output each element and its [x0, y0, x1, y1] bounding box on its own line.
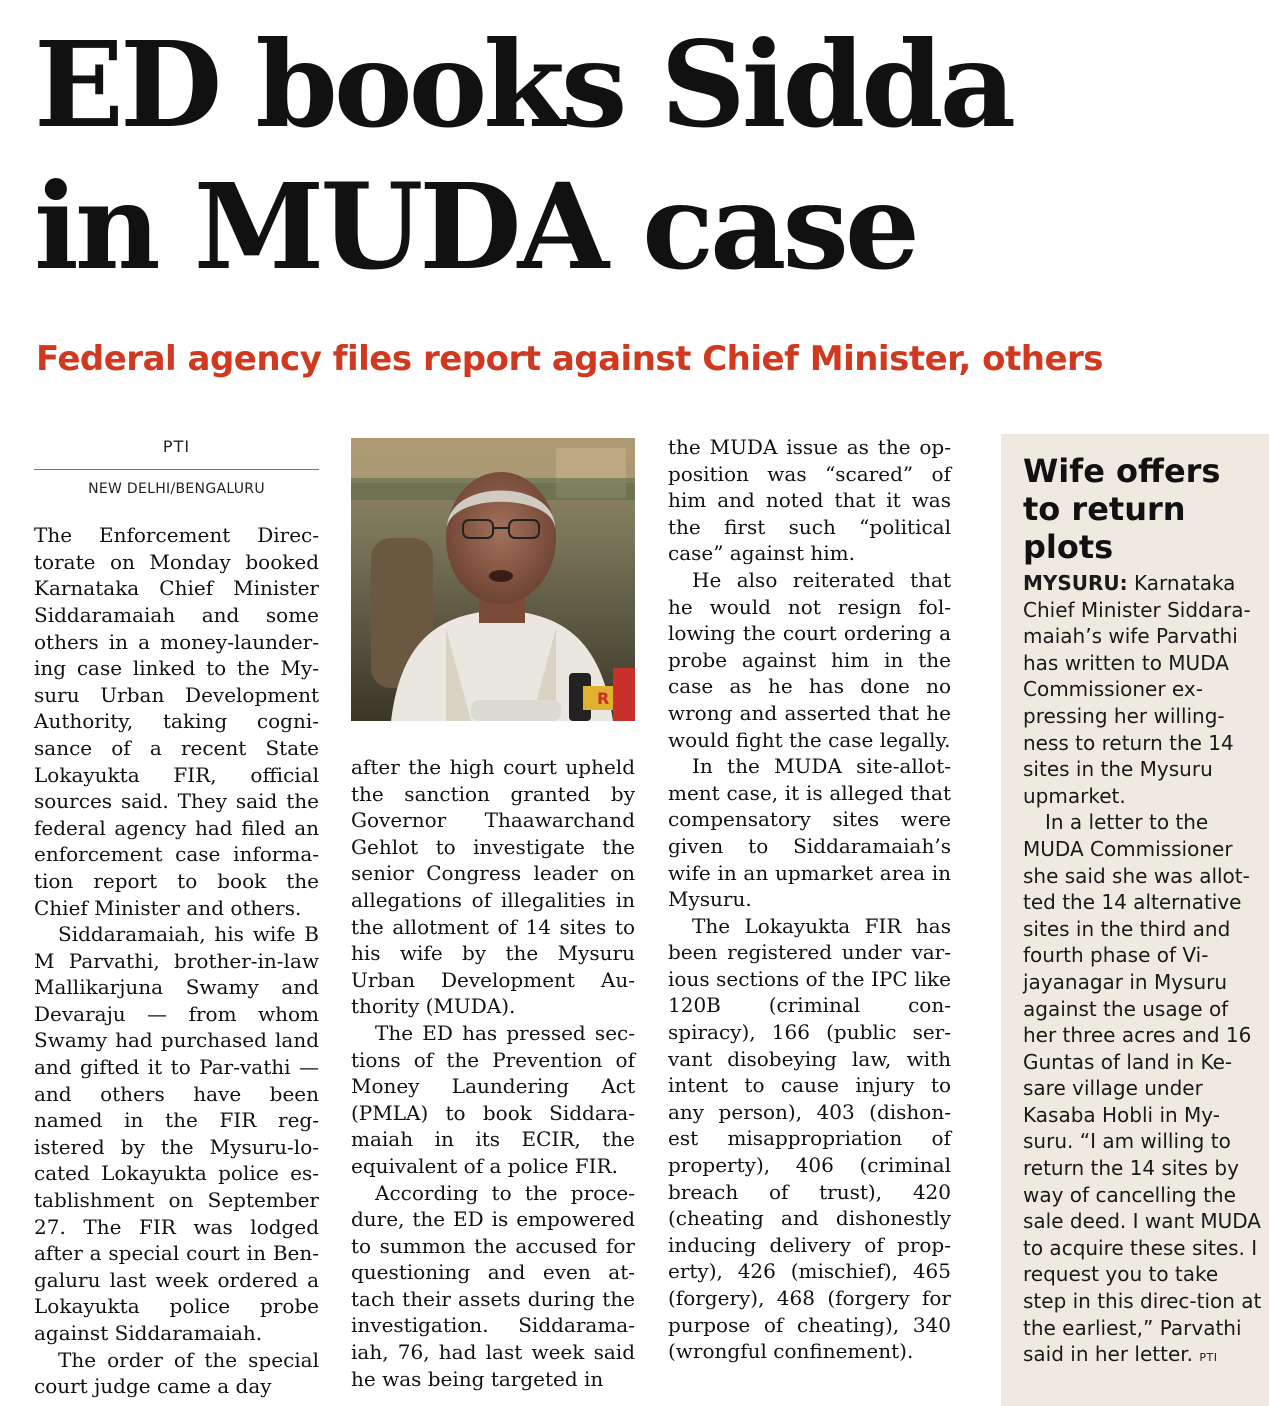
article-paragraph: The Lokayukta FIR has been registered under var-ious sections of the IPC like 120B (criminal con-spiracy), 166 (public ser-vant disobeying law, with intent to cause injury to any person), 403 (dishon-est misappropriation of property), 406 (criminal breach of trust), 420 (cheating and dishonestly inducing delivery of prop-erty), 426 (mischief), 465 (forgery), 468 (forgery for purpose of cheating), 340 (wrongful confinement). — [668, 913, 951, 1364]
article-paragraph: He also reiterated that he would not resign fol-lowing the court ordering a probe against him in the case as he has done no wrong and asserted that he would fight the case legally. — [668, 567, 951, 752]
headline — [34, 14, 1254, 298]
article-paragraph: The Enforcement Direc-torate on Monday booked Karnataka Chief Minister Siddaramaiah and some others in a money-launder-ing case linked to the My-suru Urban Development Authority, taking cogni-sance of a recent State Lokayukta FIR, official sources said. They said the federal agency had filed an enforcement case informa-tion report to book the Chief Minister and others. — [34, 523, 319, 920]
sidebar-content — [1023, 452, 1263, 1372]
article-paragraph: the MUDA issue as the op-position was “scared” of him and noted that it was the first such “political case” against him. — [668, 435, 951, 566]
mic-logo-text: R — [597, 689, 610, 708]
sidebar-box — [1001, 434, 1269, 1406]
article-column-1 — [34, 434, 319, 1400]
sidebar-paragraph-text: Karnataka Chief Minister Siddara-maiah’s wife Parvathi has written to MUDA Commissioner ex-pressing her willing-ness to return the 14 sites in the Mysuru upmarket. — [1023, 571, 1251, 808]
article-paragraph: Siddaramaiah, his wife B M Parvathi, brother-in-law Mallikarjuna Swamy and Devaraju — from whom Swamy had purchased land and gifted it to Par-vathi — and others have been named in the FIR reg-istered by the Mysuru-lo-cated Lokayukta police es-tablishment on September 27. The FIR was lodged after a special court in Ben-galuru last week ordered a Lokayukta police probe against Siddaramaiah. — [34, 922, 319, 1345]
subheadline: Federal agency files report against Chief Minister, others — [36, 339, 1104, 379]
photo-illustration — [351, 438, 635, 721]
sidebar-paragraph — [1023, 809, 1263, 1371]
sidebar-title: Wife offers to return plots — [1023, 452, 1221, 566]
article-paragraph: The ED has pressed sec-tions of the Prevention of Money Laundering Act (PMLA) to book Siddara-maiah in its ECIR, the equivalent of a police FIR. — [351, 1020, 635, 1178]
article-paragraph: In the MUDA site-allot-ment case, it is alleged that compensatory sites were given to Siddaramaiah’s wife in an upmarket area in Mysuru. — [668, 754, 951, 912]
article-paragraph: According to the proce-dure, the ED is empowered to summon the accused for questioning and even at-tach their assets during the investigation. Siddarama-iah, 76, had last week said he was being targeted in — [351, 1180, 635, 1391]
siddaramaiah-photo — [351, 438, 635, 721]
sidebar-dateline: MYSURU: — [1023, 571, 1128, 595]
article-paragraph: The order of the special court judge came a day — [34, 1347, 319, 1399]
article-column-2 — [351, 754, 635, 1392]
headline-line-2: in MUDA case — [34, 157, 916, 296]
byline: PTI — [162, 437, 191, 456]
sidebar-paragraph — [1023, 570, 1263, 809]
sidebar-credit: PTI — [1199, 1351, 1218, 1365]
article-column-3 — [668, 434, 951, 1365]
sidebar-paragraph-text: In a letter to the MUDA Commissioner she said she was allot-ted the 14 alternative sites in the third and fourth phase of Vi-jayanagar in Mysuru against the usage of her three acres and 16 Guntas of land in Ke-sare village under Kasaba Hobli in My-suru. “I am willing to return the 14 sites by way of cancelling the sale deed. I want MUDA to acquire these sites. I request you to take step in this direc-tion at the earliest,” Parvathi said in her letter. — [1023, 810, 1262, 1367]
headline-line-1: ED books Sidda — [34, 15, 1013, 154]
dateline: NEW DELHI/BENGALURU — [34, 469, 319, 503]
article-paragraph: after the high court upheld the sanction granted by Governor Thaawarchand Gehlot to investigate the senior Congress leader on allegations of illegalities in the allotment of 14 sites to his wife by the Mysuru Urban Development Au-thority (MUDA). — [351, 755, 635, 1019]
